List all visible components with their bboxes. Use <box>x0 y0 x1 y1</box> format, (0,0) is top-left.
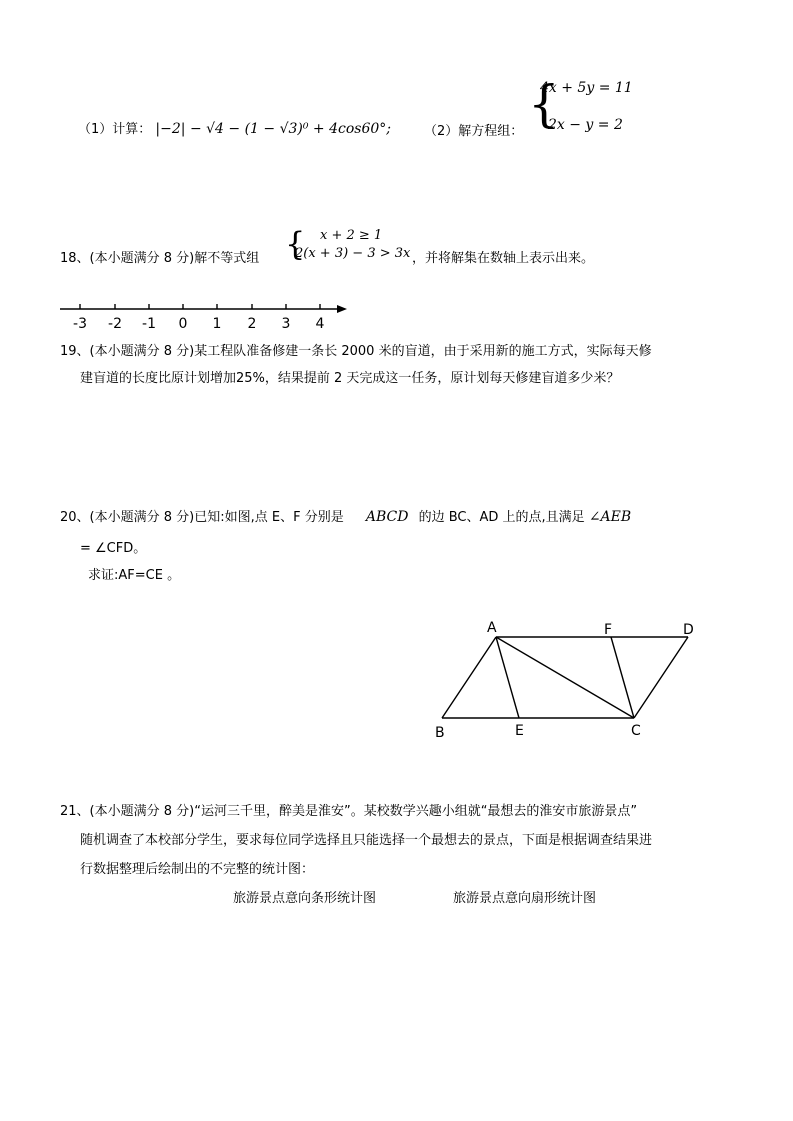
q20-line-1 <box>60 506 631 525</box>
number-line-arrow-icon <box>337 305 347 313</box>
q17-part1 <box>78 118 391 137</box>
point-label-b: B <box>435 725 445 741</box>
tick-label: -3 <box>73 316 87 332</box>
segment-ac <box>496 637 634 718</box>
q17-equation-2: 2x − y = 2 <box>548 117 623 133</box>
q20-line-1-b: 的边 BC、AD 上的点,且满足 <box>418 510 585 525</box>
q21-line-1: 21、(本小题满分 8 分)“运河三千里，醉美是淮安”。某校数学兴趣小组就“最想去的淮安市旅游景点” <box>60 804 638 819</box>
tick-label: 2 <box>247 316 257 332</box>
q20-line-3: 求证:AF=CE 。 <box>88 568 181 583</box>
point-label-d: D <box>683 622 694 638</box>
q21-line-3: 行数据整理后绘制出的不完整的统计图： <box>80 862 315 877</box>
q19-line-1: 19、(本小题满分 8 分)某工程队准备修建一条长 2000 米的盲道，由于采用新的施工方式，实际每天修 <box>60 344 652 359</box>
bar-chart-title: 旅游景点意向条形统计图 <box>233 891 377 906</box>
q17-system-brace: { <box>528 75 560 133</box>
point-label-c: C <box>631 723 641 739</box>
point-label-a: A <box>487 620 497 636</box>
q18-prefix: 18、(本小题满分 8 分)解不等式组 <box>60 251 260 266</box>
q18-suffix: ，并将解集在数轴上表示出来。 <box>412 251 595 266</box>
tick-label: 4 <box>315 316 325 332</box>
q17-part1-expression: |−2| − √4 − (1 − √3)⁰ + 4cos60°; <box>155 121 392 137</box>
number-line <box>55 300 355 334</box>
q20-angle-aeb: ∠AEB <box>588 509 632 525</box>
point-label-f: F <box>604 622 613 638</box>
tick-label: 1 <box>212 316 222 332</box>
segment-ab <box>442 637 496 718</box>
q20-line-2: = ∠CFD。 <box>80 541 147 556</box>
q20-line-1-a: 20、(本小题满分 8 分)已知:如图,点 E、F 分别是 <box>60 510 344 525</box>
tick-label: -1 <box>142 316 156 332</box>
pie-chart-title: 旅游景点意向扇形统计图 <box>453 891 597 906</box>
q17-part1-label: （1）计算： <box>78 122 152 137</box>
tick-label: -2 <box>108 316 122 332</box>
q18-inequality-2: 2(x + 3) − 3 > 3x <box>295 246 411 261</box>
q20-parallelogram-name: ABCD <box>365 509 409 525</box>
parallelogram-figure <box>430 615 710 745</box>
q19-line-2: 建盲道的长度比原计划增加25%，结果提前 2 天完成这一任务，原计划每天修建盲道多少米？ <box>80 371 620 386</box>
q21-line-2: 随机调查了本校部分学生，要求每位同学选择且只能选择一个最想去的景点，下面是根据调查结果进 <box>80 833 653 848</box>
q17-part2-label: （2）解方程组： <box>424 124 524 139</box>
q18-inequality-1: x + 2 ≥ 1 <box>320 228 383 243</box>
tick-label: 0 <box>178 316 188 332</box>
q17-equation-1: 4x + 5y = 11 <box>540 80 633 96</box>
q18-system-brace: { <box>285 225 306 263</box>
segment-dc <box>634 637 688 718</box>
point-label-e: E <box>515 723 524 739</box>
tick-label: 3 <box>281 316 291 332</box>
